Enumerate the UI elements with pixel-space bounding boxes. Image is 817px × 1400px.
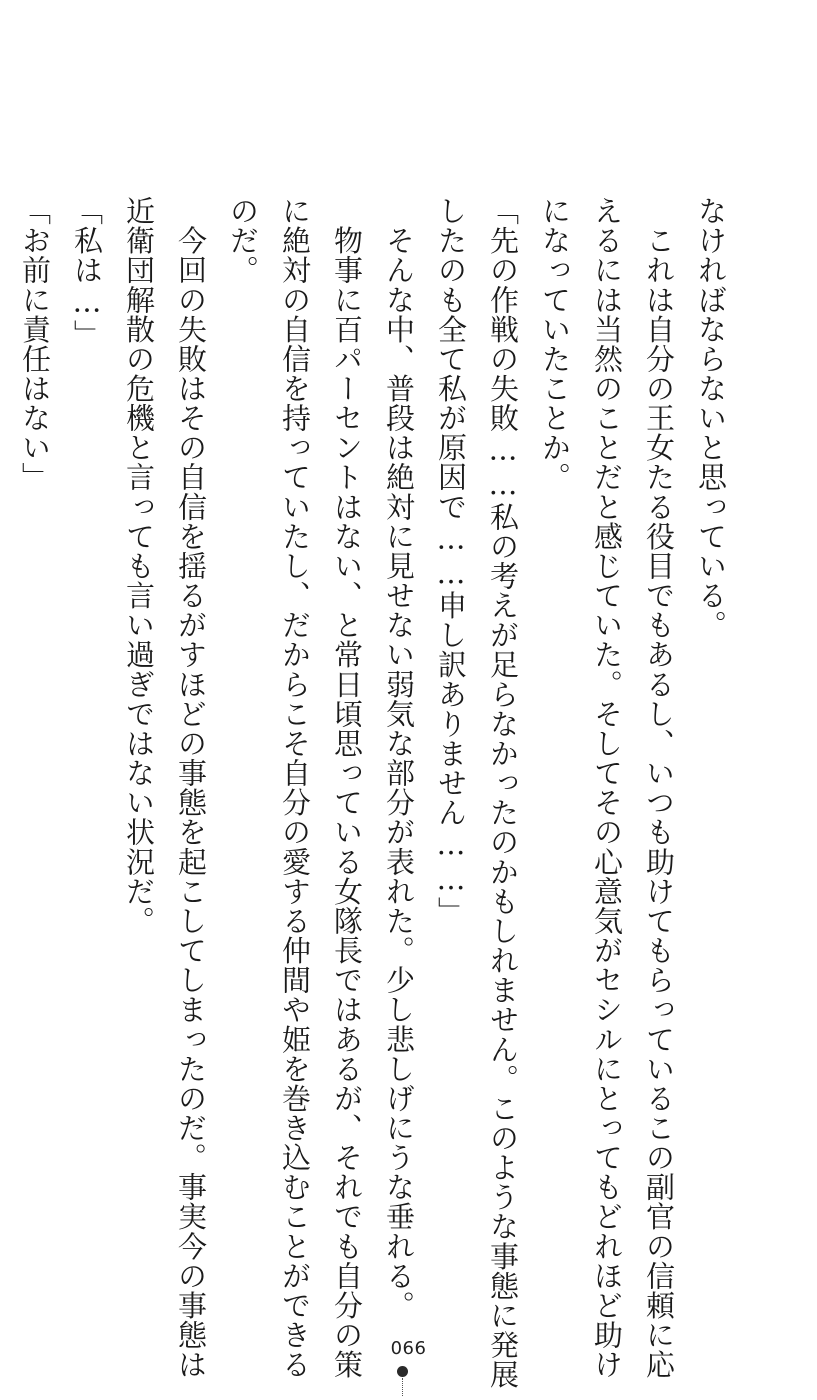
- text-line: 近衛団解散の危機と言っても言い過ぎではない状況だ。: [122, 196, 156, 936]
- text-line: したのも全て私が原因で……申し訳ありません……」: [434, 196, 468, 926]
- text-line: そんな中、普段は絶対に見せない弱気な部分が表れた。少し悲しげにうな垂れる。: [382, 196, 416, 1321]
- text-line: 物事に百パーセントはない、と常日頃思っている女隊長ではあるが、それでも自分の策: [330, 196, 364, 1380]
- page-number: 066: [390, 1338, 427, 1359]
- text-line: になっていたことか。: [538, 196, 572, 492]
- text-line: [0, 196, 9, 1206]
- text-line: 今回の失敗はその自信を揺るがすほどの事態を起こしてしまったのだ。事実今の事態は: [174, 196, 208, 1380]
- text-line: 「私は…」: [70, 196, 104, 349]
- page-marker-dot: [397, 1366, 408, 1377]
- page-marker-line: [402, 1378, 404, 1396]
- text-line: 「先の作戦の失敗……私の考えが足らなかったのかもしれません。このような事態に発展: [486, 196, 520, 1390]
- text-line: これは自分の王女たる役目でもあるし、いつも助けてもらっているこの副官の信頼に応: [642, 196, 676, 1380]
- text-line: 「お前に責任はない」: [18, 196, 52, 492]
- text-line: のだ。: [226, 196, 260, 285]
- text-line: に絶対の自信を持っていたし、だからこそ自分の愛する仲間や姫を巻き込むことができる: [278, 196, 312, 1380]
- text-line: なければならないと思っている。: [694, 196, 728, 640]
- text-line: えるには当然のことだと感じていた。そしてその心意気がセシルにとってもどれほど助け: [590, 196, 624, 1380]
